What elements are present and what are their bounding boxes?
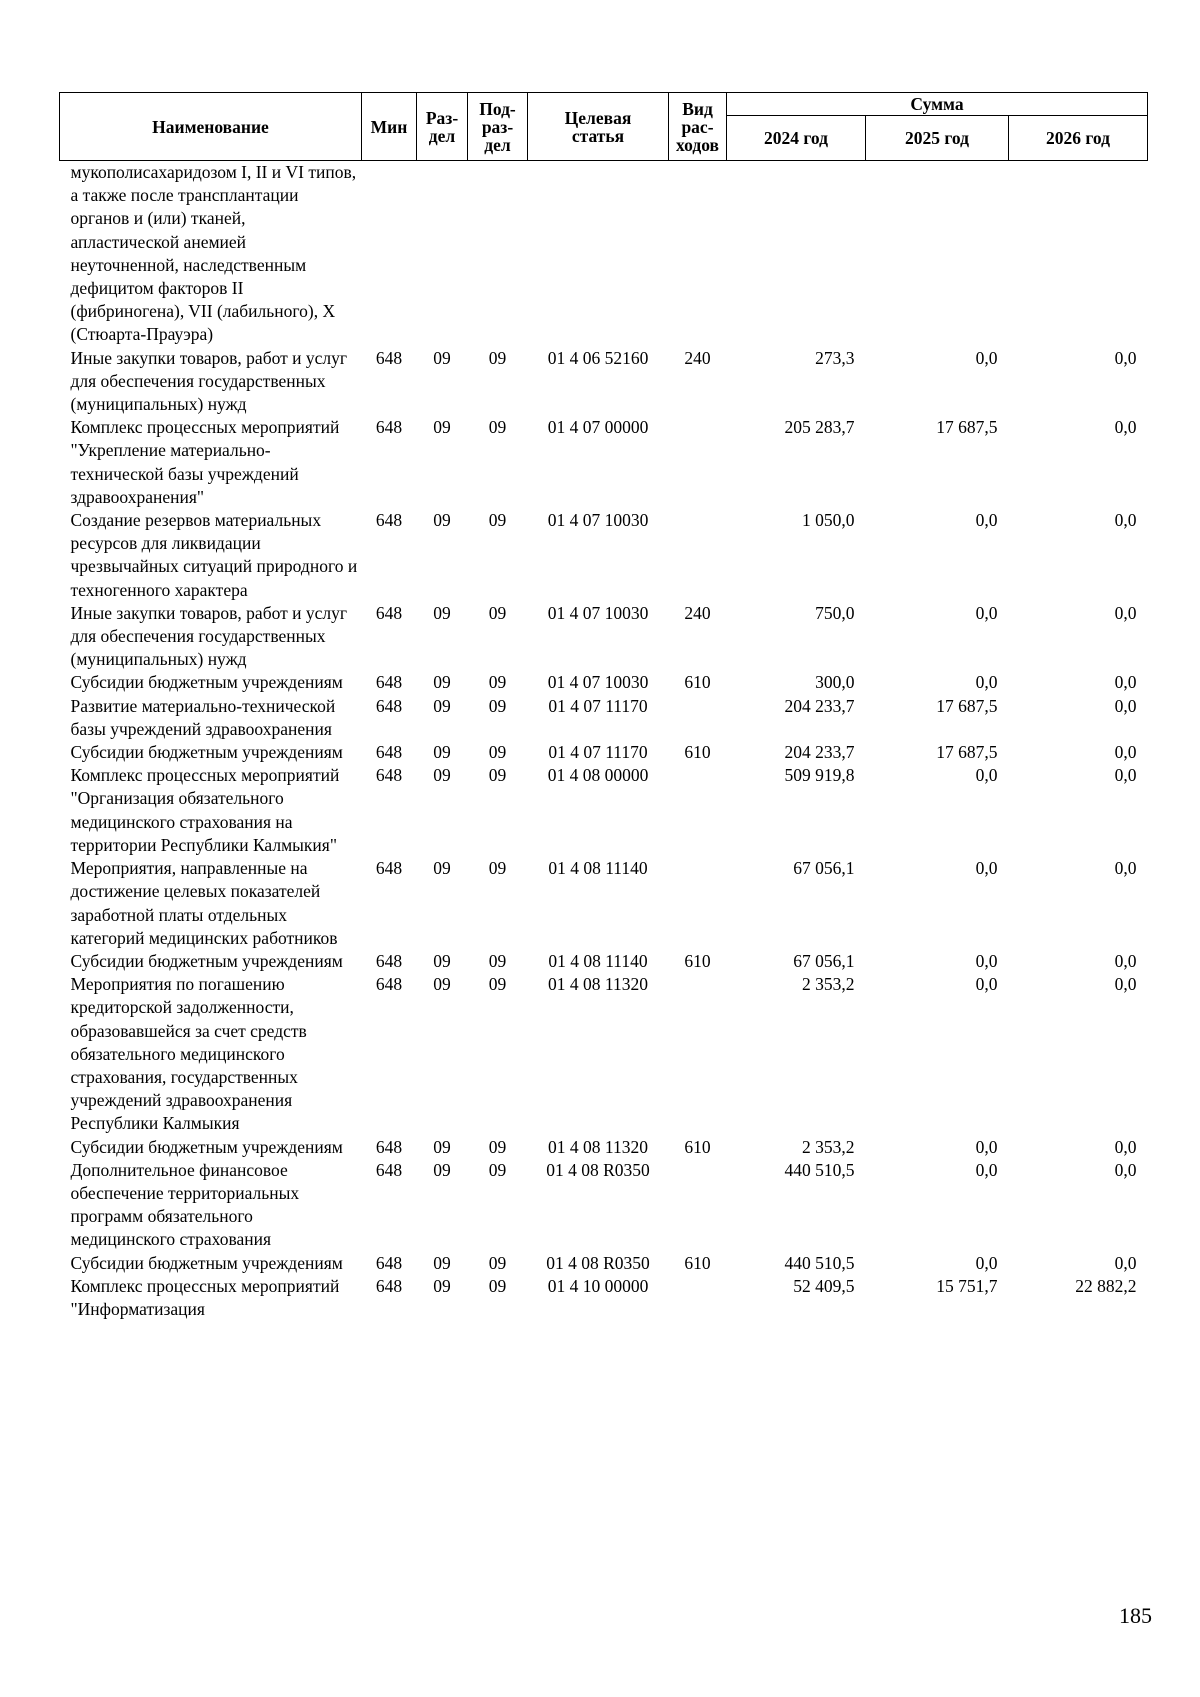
cell-podrazdel [468, 161, 528, 347]
cell-celevaya: 01 4 07 11170 [548, 695, 648, 716]
cell-2026: 0,0 [1114, 858, 1137, 879]
header-name: Наименование [60, 93, 362, 161]
table-row [60, 764, 1148, 857]
table-row [60, 741, 1148, 764]
cell-2024: 440 510,5 [784, 1252, 855, 1273]
table-row [60, 950, 1148, 973]
cell-podrazdel: 09 [488, 695, 507, 716]
cell-podrazdel: 09 [488, 974, 507, 995]
header-min: Мин [362, 93, 417, 161]
page-number: 185 [1119, 1603, 1152, 1628]
cell-2025: 0,0 [975, 347, 998, 368]
cell-name: Субсидии бюджетным учреждениям [70, 1136, 343, 1157]
budget-table [59, 92, 1148, 1321]
cell-name: Комплекс процессных мероприятий "Укрепление материально-технической базы учреждений здравоохранения" [70, 417, 340, 507]
header-vid: Вид рас- ходов [669, 93, 727, 161]
header-razdel: Раз- дел [417, 93, 468, 161]
cell-min [362, 161, 417, 347]
cell-name: Субсидии бюджетным учреждениям [70, 1252, 343, 1273]
table-row [60, 857, 1148, 950]
cell-vid: 610 [684, 1252, 711, 1273]
cell-celevaya: 01 4 07 10030 [547, 510, 649, 531]
cell-2025: 0,0 [975, 672, 998, 693]
cell-2026: 0,0 [1114, 765, 1137, 786]
cell-celevaya: 01 4 08 11320 [548, 1136, 648, 1157]
cell-name: Субсидии бюджетным учреждениям [70, 742, 343, 763]
cell-podrazdel: 09 [488, 417, 507, 438]
cell-podrazdel: 09 [488, 1136, 507, 1157]
table-row [60, 1136, 1148, 1159]
cell-vid: 240 [684, 602, 711, 623]
cell-2024: 204 233,7 [784, 695, 855, 716]
cell-min: 648 [375, 695, 403, 716]
cell-razdel: 09 [433, 1252, 451, 1273]
cell-name: Дополнительное финансовое обеспечение территориальных программ обязательного медицинского страхования [70, 1159, 300, 1250]
cell-2025: 0,0 [975, 765, 998, 786]
cell-2025: 17 687,5 [936, 417, 998, 438]
cell-razdel: 09 [433, 347, 451, 368]
cell-min: 648 [375, 765, 403, 786]
cell-celevaya: 01 4 07 00000 [547, 417, 649, 438]
table-row [60, 347, 1148, 417]
cell-razdel: 09 [433, 742, 451, 763]
cell-vid [669, 857, 727, 950]
cell-2025: 0,0 [975, 950, 998, 971]
table-row [60, 671, 1148, 694]
cell-2026: 0,0 [1114, 974, 1137, 995]
cell-2024: 2 353,2 [802, 1136, 855, 1157]
cell-2024: 509 919,8 [784, 765, 855, 786]
cell-2025: 17 687,5 [936, 695, 998, 716]
cell-vid [669, 1275, 727, 1321]
cell-podrazdel: 09 [488, 1159, 507, 1180]
table-row [60, 695, 1148, 741]
cell-razdel: 09 [433, 1159, 451, 1180]
cell-2026 [1009, 161, 1148, 347]
cell-name: Иные закупки товаров, работ и услуг для обеспечения государственных (муниципальных) нужд [70, 602, 348, 670]
cell-vid [669, 764, 727, 857]
cell-2025: 15 751,7 [936, 1275, 998, 1296]
cell-vid: 610 [684, 672, 711, 693]
cell-2026: 0,0 [1114, 950, 1137, 971]
cell-2025: 0,0 [975, 1136, 998, 1157]
cell-celevaya: 01 4 07 10030 [547, 602, 649, 623]
cell-celevaya: 01 4 08 11140 [548, 950, 648, 971]
cell-razdel: 09 [433, 417, 451, 438]
table-row [60, 509, 1148, 602]
header-2024: 2024 год [727, 116, 866, 161]
cell-2024: 204 233,7 [784, 742, 855, 763]
cell-min: 648 [375, 858, 403, 879]
cell-min: 648 [375, 1159, 403, 1180]
cell-name: Мероприятия, направленные на достижение целевых показателей заработной платы отдельных категорий медицинских работников [70, 858, 338, 948]
cell-razdel: 09 [433, 950, 451, 971]
cell-vid [669, 973, 727, 1135]
cell-2024: 52 409,5 [793, 1275, 855, 1296]
cell-razdel: 09 [433, 695, 451, 716]
cell-podrazdel: 09 [488, 602, 507, 623]
cell-name: Субсидии бюджетным учреждениям [70, 950, 343, 971]
cell-vid: 240 [684, 347, 711, 368]
cell-celevaya: 01 4 10 00000 [547, 1275, 649, 1296]
cell-min: 648 [375, 602, 403, 623]
cell-2024: 67 056,1 [793, 858, 855, 879]
cell-podrazdel: 09 [488, 1275, 507, 1296]
cell-name: Развитие материально-технической базы учреждений здравоохранения [70, 695, 336, 739]
cell-2026: 0,0 [1114, 1159, 1137, 1180]
cell-2024 [727, 161, 866, 347]
cell-2026: 0,0 [1114, 417, 1137, 438]
cell-razdel: 09 [433, 1275, 451, 1296]
header-summa: Сумма [727, 93, 1148, 116]
cell-name: Комплекс процессных мероприятий "Информатизация [70, 1275, 340, 1319]
cell-2024: 300,0 [815, 672, 855, 693]
cell-vid [669, 509, 727, 602]
cell-razdel: 09 [433, 602, 451, 623]
cell-min: 648 [375, 1136, 403, 1157]
cell-podrazdel: 09 [488, 950, 507, 971]
cell-2026: 0,0 [1114, 672, 1137, 693]
cell-name: мукополисахаридозом I, II и VI типов, а также после трансплантации органов и (или) тканей, апластической анемией неуточненной, наследственным дефицитом факторов II (фибриногена), VII (лабильного), X (Стюарта-Прауэра) [70, 162, 357, 345]
cell-2026: 22 882,2 [1075, 1275, 1137, 1296]
cell-2025 [866, 161, 1009, 347]
cell-celevaya [528, 161, 669, 347]
cell-name: Субсидии бюджетным учреждениям [70, 672, 343, 693]
cell-podrazdel: 09 [488, 858, 507, 879]
cell-min: 648 [375, 1252, 403, 1273]
cell-2024: 2 353,2 [802, 974, 855, 995]
header-celevaya: Целевая статья [528, 93, 669, 161]
cell-podrazdel: 09 [488, 742, 507, 763]
cell-podrazdel: 09 [488, 510, 507, 531]
header-2026: 2026 год [1009, 116, 1148, 161]
cell-2026: 0,0 [1114, 602, 1137, 623]
cell-2025: 0,0 [975, 858, 998, 879]
cell-2024: 67 056,1 [793, 950, 855, 971]
cell-razdel: 09 [433, 510, 451, 531]
table-row [60, 602, 1148, 672]
cell-2026: 0,0 [1114, 510, 1137, 531]
table-row [60, 161, 1148, 347]
cell-2024: 750,0 [815, 602, 855, 623]
cell-min: 648 [375, 347, 403, 368]
cell-2026: 0,0 [1114, 742, 1137, 763]
cell-2026: 0,0 [1114, 1252, 1137, 1273]
cell-podrazdel: 09 [488, 347, 507, 368]
cell-celevaya: 01 4 07 11170 [548, 742, 648, 763]
cell-celevaya: 01 4 08 11320 [548, 974, 648, 995]
cell-celevaya: 01 4 08 00000 [547, 765, 649, 786]
cell-2024: 1 050,0 [802, 510, 855, 531]
cell-2026: 0,0 [1114, 347, 1137, 368]
cell-razdel: 09 [433, 765, 451, 786]
table-row [60, 973, 1148, 1135]
cell-2024: 273,3 [815, 347, 855, 368]
cell-2024: 440 510,5 [784, 1159, 855, 1180]
table-row [60, 1159, 1148, 1252]
cell-2025: 0,0 [975, 1252, 998, 1273]
cell-vid: 610 [684, 742, 711, 763]
cell-celevaya: 01 4 07 10030 [547, 672, 649, 693]
table-row [60, 1252, 1148, 1275]
cell-vid: 610 [684, 1136, 711, 1157]
cell-vid [669, 695, 727, 741]
cell-min: 648 [375, 974, 403, 995]
table-header [60, 93, 1148, 161]
table-body [60, 161, 1148, 1322]
cell-name: Иные закупки товаров, работ и услуг для обеспечения государственных (муниципальных) нужд [70, 347, 348, 415]
cell-razdel: 09 [433, 1136, 451, 1157]
cell-2025: 0,0 [975, 1159, 998, 1180]
cell-min: 648 [375, 672, 403, 693]
cell-2024: 205 283,7 [784, 417, 855, 438]
cell-vid: 610 [684, 950, 711, 971]
cell-celevaya: 01 4 08 11140 [548, 858, 648, 879]
cell-2025: 0,0 [975, 602, 998, 623]
cell-2025: 0,0 [975, 974, 998, 995]
cell-celevaya: 01 4 08 R0350 [546, 1252, 650, 1273]
cell-razdel [417, 161, 468, 347]
cell-vid [669, 1159, 727, 1252]
cell-vid [669, 161, 727, 347]
cell-podrazdel: 09 [488, 672, 507, 693]
cell-min: 648 [375, 417, 403, 438]
cell-name: Комплекс процессных мероприятий "Организация обязательного медицинского страхования на территории Республики Калмыкия" [70, 765, 340, 855]
cell-2026: 0,0 [1114, 1136, 1137, 1157]
header-podrazdel: Под- раз- дел [468, 93, 528, 161]
cell-2025: 0,0 [975, 510, 998, 531]
cell-razdel: 09 [433, 672, 451, 693]
cell-name: Мероприятия по погашению кредиторской задолженности, образовавшейся за счет средств обязательного медицинского страхования, государственных учреждений здравоохранения Республики Калмыкия [70, 974, 307, 1134]
cell-min: 648 [375, 510, 403, 531]
cell-razdel: 09 [433, 858, 451, 879]
cell-celevaya: 01 4 06 52160 [547, 347, 649, 368]
cell-name: Создание резервов материальных ресурсов для ликвидации чрезвычайных ситуаций природного и техногенного характера [70, 510, 358, 600]
cell-min: 648 [375, 1275, 403, 1296]
cell-2026: 0,0 [1114, 695, 1137, 716]
cell-podrazdel: 09 [488, 1252, 507, 1273]
cell-celevaya: 01 4 08 R0350 [546, 1159, 650, 1180]
cell-min: 648 [375, 950, 403, 971]
table-row [60, 416, 1148, 509]
header-2025: 2025 год [866, 116, 1009, 161]
cell-min: 648 [375, 742, 403, 763]
cell-vid [669, 416, 727, 509]
table-row [60, 1275, 1148, 1321]
cell-razdel: 09 [433, 974, 451, 995]
cell-podrazdel: 09 [488, 765, 507, 786]
cell-2025: 17 687,5 [936, 742, 998, 763]
